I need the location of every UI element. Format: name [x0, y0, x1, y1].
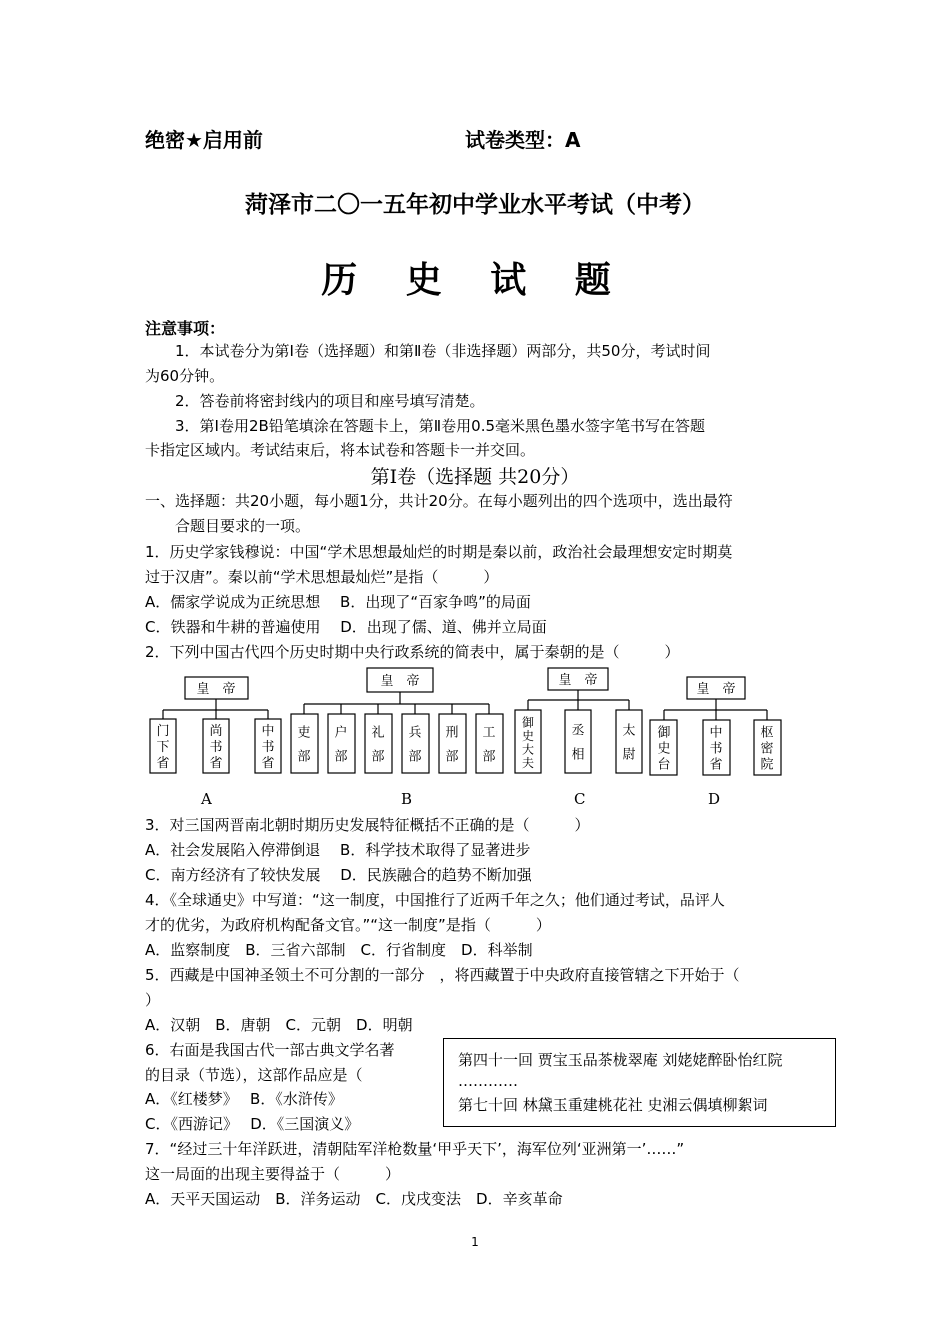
diagram-a-office-label: 中书省: [261, 724, 275, 771]
notes-line: 3．第Ⅰ卷用2B铅笔填涂在答题卡上，第Ⅱ卷用0.5毫米黑色墨水签字笔书写在答题: [145, 417, 706, 435]
diagram-b-office-label: 礼部: [371, 725, 385, 765]
diagram-d-office-label: 枢密院: [760, 725, 774, 773]
secret-label: 绝密★启用前: [145, 128, 263, 152]
q1-stem: 1．历史学家钱穆说：中国“学术思想最灿烂的时期是秦以前，政治社会最理想安定时期莫: [145, 543, 733, 561]
diagram-a-office-label: 尚书省: [209, 724, 223, 771]
q3-options: A．社会发展陷入停滞倒退 B．科学技术取得了显著进步: [145, 841, 531, 859]
notes-line: 2．答卷前将密封线内的项目和座号填写清楚。: [145, 392, 485, 410]
diagram-c-office-label: 丞相: [571, 723, 585, 763]
diagram-b-office-label: 兵部: [408, 725, 422, 765]
q6-options: A．《红楼梦》 B．《水浒传》: [145, 1090, 343, 1108]
q6-stem: 的目录（节选），这部作品应是（: [145, 1066, 363, 1084]
q3-options: C．南方经济有了较快发展 D．民族融合的趋势不断加强: [145, 866, 532, 884]
diagram-a-emperor: 皇 帝: [196, 682, 236, 697]
diagram-label-b: B: [401, 790, 413, 808]
instruction-line: 合题目要求的一项。: [145, 517, 311, 535]
q7-options: A．天平天国运动 B．洋务运动 C．戊戌变法 D．辛亥革命: [145, 1190, 563, 1208]
admin-diagrams: [140, 664, 800, 814]
diagram-b-office-label: 吏部: [297, 725, 311, 765]
q5-options: A．汉朝 B．唐朝 C．元朝 D．明朝: [145, 1016, 413, 1034]
q5-stem: ）: [145, 991, 161, 1009]
book-contents-box: [443, 1038, 836, 1127]
q2-stem: 2．下列中国古代四个历史时期中央行政系统的简表中，属于秦朝的是（ ）: [145, 643, 680, 661]
exam-title: 菏泽市二〇一五年初中学业水平考试（中考）: [245, 192, 705, 218]
notes-heading: 注意事项：: [145, 319, 226, 338]
page-number: 1: [471, 1235, 479, 1249]
diagram-c-box: [565, 710, 591, 773]
diagram-c-office-label: 太尉: [622, 723, 636, 763]
diagram-a-office-label: 门下省: [156, 724, 170, 771]
notes-line: 为60分钟。: [145, 367, 225, 385]
diagram-c-emperor: 皇 帝: [558, 673, 598, 688]
toc-line: 第四十一回 贾宝玉品茶栊翠庵 刘姥姥醉卧怡红院: [458, 1051, 783, 1069]
q7-stem: 7．“经过三十年洋跃进，清朝陆军洋枪数量‘甲乎天下’，海军位列‘亚洲第一’……”: [145, 1140, 685, 1158]
diagram-b-office-label: 刑部: [445, 725, 459, 765]
q1-options: A．儒家学说成为正统思想 B．出现了“百家争鸣”的局面: [145, 593, 531, 611]
notes-line: 1．本试卷分为第Ⅰ卷（选择题）和第Ⅱ卷（非选择题）两部分，共50分，考试时间: [145, 342, 711, 360]
diagram-b-office-label: 户部: [334, 725, 348, 765]
diagram-label-a: A: [201, 790, 212, 808]
notes-line: 卡指定区域内。考试结束后，将本试卷和答题卡一并交回。: [145, 441, 536, 459]
diagram-d-emperor: 皇 帝: [696, 682, 736, 697]
toc-line: 第七十回 林黛玉重建桃花社 史湘云偶填柳絮词: [458, 1096, 768, 1114]
q5-stem: 5．西藏是中国神圣领土不可分割的一部分 ，将西藏置于中央政府直接管辖之下开始于（: [145, 966, 740, 984]
q7-stem: 这一局面的出现主要得益于（ ）: [145, 1165, 401, 1183]
paper-type-label: 试卷类型：A: [465, 128, 581, 152]
q6-stem: 6．右面是我国古代一部古典文学名著: [145, 1041, 395, 1059]
diagram-b-office-label: 工部: [482, 725, 496, 765]
q6-options: C．《西游记》 D．《三国演义》: [145, 1115, 360, 1133]
subject-title: 历 史 试 题: [321, 260, 629, 301]
instruction-line: 一、选择题：共20小题，每小题1分，共计20分。在每小题列出的四个选项中，选出最符: [145, 492, 733, 510]
q3-stem: 3．对三国两晋南北朝时期历史发展特征概括不正确的是（ ）: [145, 816, 590, 834]
diagram-c-office-label: 御史大夫: [521, 715, 535, 770]
diagram-d-office-label: 中书省: [709, 725, 723, 773]
diagram-label-c: C: [574, 790, 586, 808]
diagram-d-office-label: 御史台: [657, 725, 671, 773]
q4-options: A．监察制度 B．三省六部制 C．行省制度 D．科举制: [145, 941, 533, 959]
diagram-c-box: [616, 710, 642, 773]
toc-ellipsis: …………: [458, 1072, 518, 1090]
q1-stem: 过于汉唐”。秦以前“学术思想最灿烂”是指（ ）: [145, 568, 499, 586]
q4-stem: 才的优劣，为政府机构配备文官。”“这一制度”是指（ ）: [145, 916, 551, 934]
diagram-label-d: D: [708, 790, 721, 808]
q1-options: C．铁器和牛耕的普遍使用 D．出现了儒、道、佛并立局面: [145, 618, 547, 636]
diagram-b-emperor: 皇 帝: [380, 674, 420, 689]
section-title: 第Ⅰ卷（选择题 共20分）: [370, 466, 580, 488]
q4-stem: 4．《全球通史》中写道：“这一制度，中国推行了近两千年之久；他们通过考试，品评人: [145, 891, 725, 909]
